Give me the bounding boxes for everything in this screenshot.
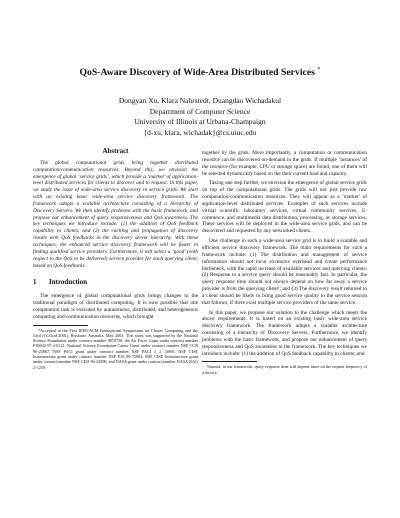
body-paragraph-1: together by the grids. More importantly, a computation or communication resource can be discovered on-demand in the grids. If multiple ‘instances’ of the resource (for example, CPU or storage space) are found, one of them will be selected dynamically based on the their current load and capacity. [202, 150, 367, 177]
footnote-rule [33, 325, 88, 326]
section-heading-introduction [33, 279, 198, 286]
body-paragraph-3: One challenge in such a wide-area service grid is to build a scalable and efficient service discovery framework. The main requirements for such a framework include: (1) The distribution and management of service information should not incur excessive overhead and create performance bottleneck, with the rapid increase of available services and querying clients; (2) Response to a service query should be reasonably fast. In particular, the query response time should not always depend on how far away a service provider is from the querying client¹; and (3) The discovery result returned to a client should be likely to bring good service quality to the service session that follows, if there exist multiple service providers of the same service. [202, 238, 367, 306]
section-number: 1 [33, 278, 37, 287]
footnote-rule [202, 361, 257, 362]
section-title: Introduction [49, 278, 87, 287]
author-block [0, 96, 400, 138]
body-paragraph-2: Taking one step further, we envision the emergence of global service grids on top of the computational grids. The grids will not just provide raw computation/communication resources. They will appear as a ‘market’ of application-level distributed services. Examples of such services include virtual scientific laboratory services, virtual community services, E-commerce, and multimedia data distribution, processing, or storage services. These services will be deployed in the wide-area service grids, and can be discovered and requested by any networked clients. [202, 180, 367, 235]
author-names: Dongyan Xu, Klara Nahrstedt, Duangdao Wichadakul [118, 96, 282, 105]
abstract-body [33, 160, 198, 270]
author-department: Department of Computer Science [149, 106, 251, 116]
footnote-text: *Accepted to the First IEEE/ACM International Symposium on Cluster Computing and the Grid (CCGrid 2001), Brisbane, Australia, May 2001. This work was supported by the National Science Foundation under contract number 9870736, the Air Force Grant under contract number F30602-97-2-0121, National Science Foundation Career Grant under contract number NSF CCR 96-23867, NSF PACI grant under contract number NSF PACI 1 1 13006, NSF CISE Infrastructure grant under contract number NSF EIA 99-72884, NSF CISE Infrastructure grant under contract number NSF CDA 96-24396, and NASA grant under contract number NASA NAG 2-1250. [33, 327, 198, 370]
footnote-text: ¹Instead, in our framework, query response time will depend more on the request frequency of a service. [202, 364, 367, 375]
title-footnote-mark: * [317, 67, 321, 73]
paper-title: QoS-Aware Discovery of Wide-Area Distributed Services * [79, 67, 321, 79]
abstract-paragraph: The global computational grids bring together distributed computation/communication resources. Beyond this, we envision the emergence of global ‘service grids’, which provide a ‘market’ of application-level distributed services for clients to discover and to request. In this paper, we study the issue of wide-area service discovery in service grids. We start with an existing basic wide-area service discovery framework. The framework adopts a scalable architecture consisting of a hierarchy of Discovery Servers. We then identify problems with the basic framework, and propose our enhancement of query responsiveness and QoS awareness. The key techniques we introduce include: (1) the addition of QoS feedback capability to clients; and (2) the caching and propagation of discovery results with QoS feedbacks in the discovery server hierarchy. With these techniques, the enhanced service discovery framework will be faster in finding qualified service providers. Furthermore, it will select a ‘good’ (with respect to the QoS to be delivered) service provider for each querying client, based on QoS feedbacks. [33, 159, 198, 269]
left-column [33, 148, 198, 370]
abstract-heading: Abstract [102, 147, 129, 155]
author-university: University of Illinois at Urbana-Champaign [134, 117, 266, 126]
body-paragraph-4: In this paper, we propose our solution to the challenge which meets the above requirements. It is based on an existing basic wide-area service discovery framework. The framework adopts a scalable architecture consisting of a hierarchy of Discovery Servers. Furthermore, we identify problems with the basic framework, and propose our enhancement of query responsiveness and QoS awareness to the framework. The key techniques we introduce include: (1) the addition of QoS feedback capability to clients; and [202, 309, 367, 357]
author-email: {d-xu, klara, wichadak}@cs.uiuc.edu [143, 127, 257, 137]
footnote-left [33, 328, 198, 370]
footnote-right [202, 364, 367, 375]
right-column [202, 150, 367, 375]
intro-paragraph: The emergence of global computational grids brings changes to the traditional paradigm of distributed computing. It is now possible that one computation task is executed by autonomous, distributed, and heterogeneous computing and communication resources, which brought [33, 293, 198, 320]
